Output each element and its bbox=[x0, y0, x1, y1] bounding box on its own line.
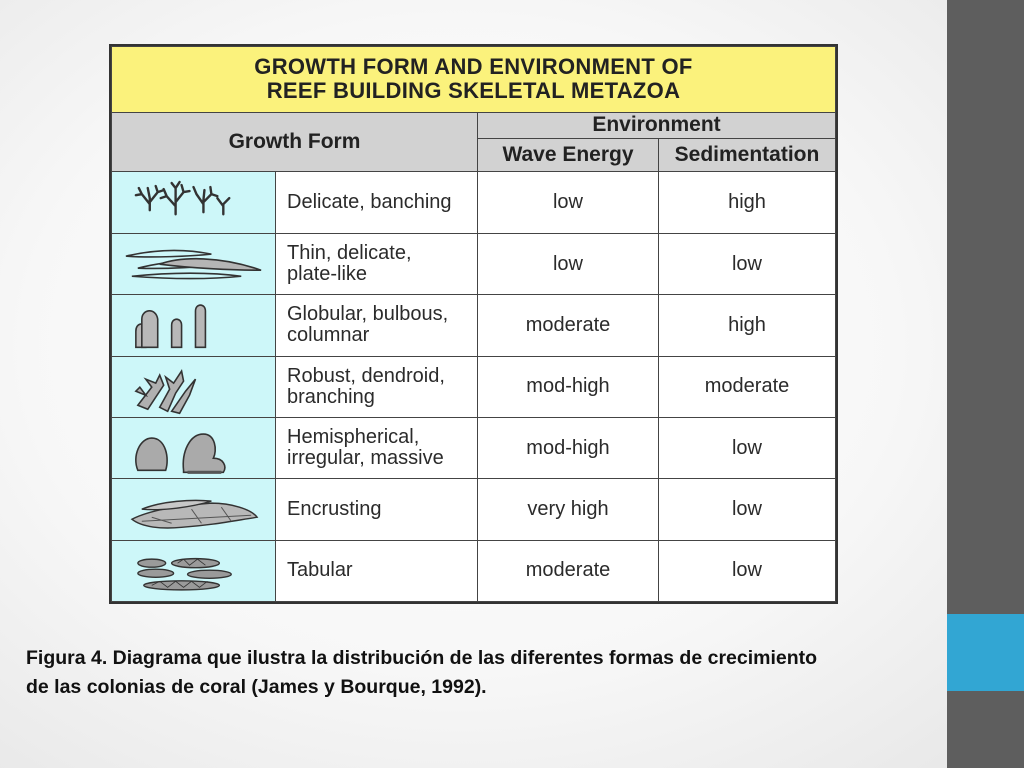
wave-energy-value: mod-high bbox=[478, 356, 659, 417]
wave-energy-header: Wave Energy bbox=[478, 139, 659, 172]
growth-form-text: irregular, massive bbox=[287, 447, 444, 470]
growth-form-text: plate-like bbox=[287, 263, 368, 285]
table-title-line2: REEF BUILDING SKELETAL METAZOA bbox=[266, 78, 681, 104]
growth-form-text: columnar bbox=[287, 324, 370, 347]
reef-table-figure bbox=[109, 44, 838, 604]
growth-form-text: Delicate, banching bbox=[287, 191, 452, 214]
wave-energy-value: low bbox=[478, 233, 659, 294]
table-row bbox=[112, 417, 836, 478]
wave-energy-value: moderate bbox=[478, 540, 659, 601]
table-row bbox=[112, 295, 836, 356]
sedimentation-value: moderate bbox=[659, 356, 836, 417]
growth-form-label bbox=[276, 417, 478, 478]
table-title-line1: GROWTH FORM AND ENVIRONMENT OF bbox=[254, 54, 693, 80]
growth-form-table bbox=[111, 46, 836, 602]
growth-form-header: Growth Form bbox=[112, 112, 478, 172]
hemispherical-coral-icon bbox=[112, 417, 276, 478]
table-row bbox=[112, 172, 836, 233]
columnar-coral-icon bbox=[112, 295, 276, 356]
wave-energy-value: very high bbox=[478, 479, 659, 540]
figure-caption bbox=[26, 644, 936, 702]
growth-form-text: Tabular bbox=[287, 559, 353, 582]
growth-form-label bbox=[276, 295, 478, 356]
growth-form-label bbox=[276, 233, 478, 294]
slide-accent-block bbox=[947, 614, 1024, 691]
sedimentation-value: low bbox=[659, 479, 836, 540]
environment-header: Environment bbox=[478, 112, 836, 138]
sedimentation-value: high bbox=[659, 172, 836, 233]
table-row bbox=[112, 540, 836, 601]
caption-line1: Figura 4. Diagrama que ilustra la distribución de las diferentes formas de crecimiento bbox=[26, 647, 818, 669]
wave-energy-value: moderate bbox=[478, 295, 659, 356]
growth-form-text: Thin, delicate, bbox=[287, 242, 412, 264]
sedimentation-value: low bbox=[659, 540, 836, 601]
growth-form-text: Encrusting bbox=[287, 497, 382, 520]
wave-energy-value: mod-high bbox=[478, 417, 659, 478]
growth-form-text: Robust, dendroid, bbox=[287, 364, 445, 387]
table-row bbox=[112, 233, 836, 294]
wave-energy-value: low bbox=[478, 172, 659, 233]
growth-form-text: Hemispherical, bbox=[287, 426, 420, 449]
growth-form-label bbox=[276, 356, 478, 417]
caption-line2: de las colonias de coral (James y Bourque, 1992). bbox=[26, 676, 487, 698]
growth-form-label bbox=[276, 172, 478, 233]
sedimentation-value: low bbox=[659, 417, 836, 478]
plate-like-coral-icon bbox=[112, 233, 276, 294]
table-row bbox=[112, 356, 836, 417]
table-row bbox=[112, 479, 836, 540]
tabular-coral-icon bbox=[112, 540, 276, 601]
growth-form-label bbox=[276, 540, 478, 601]
growth-form-text: Globular, bulbous, bbox=[287, 303, 449, 326]
sedimentation-value: high bbox=[659, 295, 836, 356]
encrusting-coral-icon bbox=[112, 479, 276, 540]
growth-form-label bbox=[276, 479, 478, 540]
sedimentation-header: Sedimentation bbox=[659, 139, 836, 172]
dendroid-coral-icon bbox=[112, 356, 276, 417]
table-title bbox=[112, 47, 836, 113]
delicate-branching-coral-icon bbox=[112, 172, 276, 233]
sedimentation-value: low bbox=[659, 233, 836, 294]
growth-form-text: branching bbox=[287, 385, 375, 408]
